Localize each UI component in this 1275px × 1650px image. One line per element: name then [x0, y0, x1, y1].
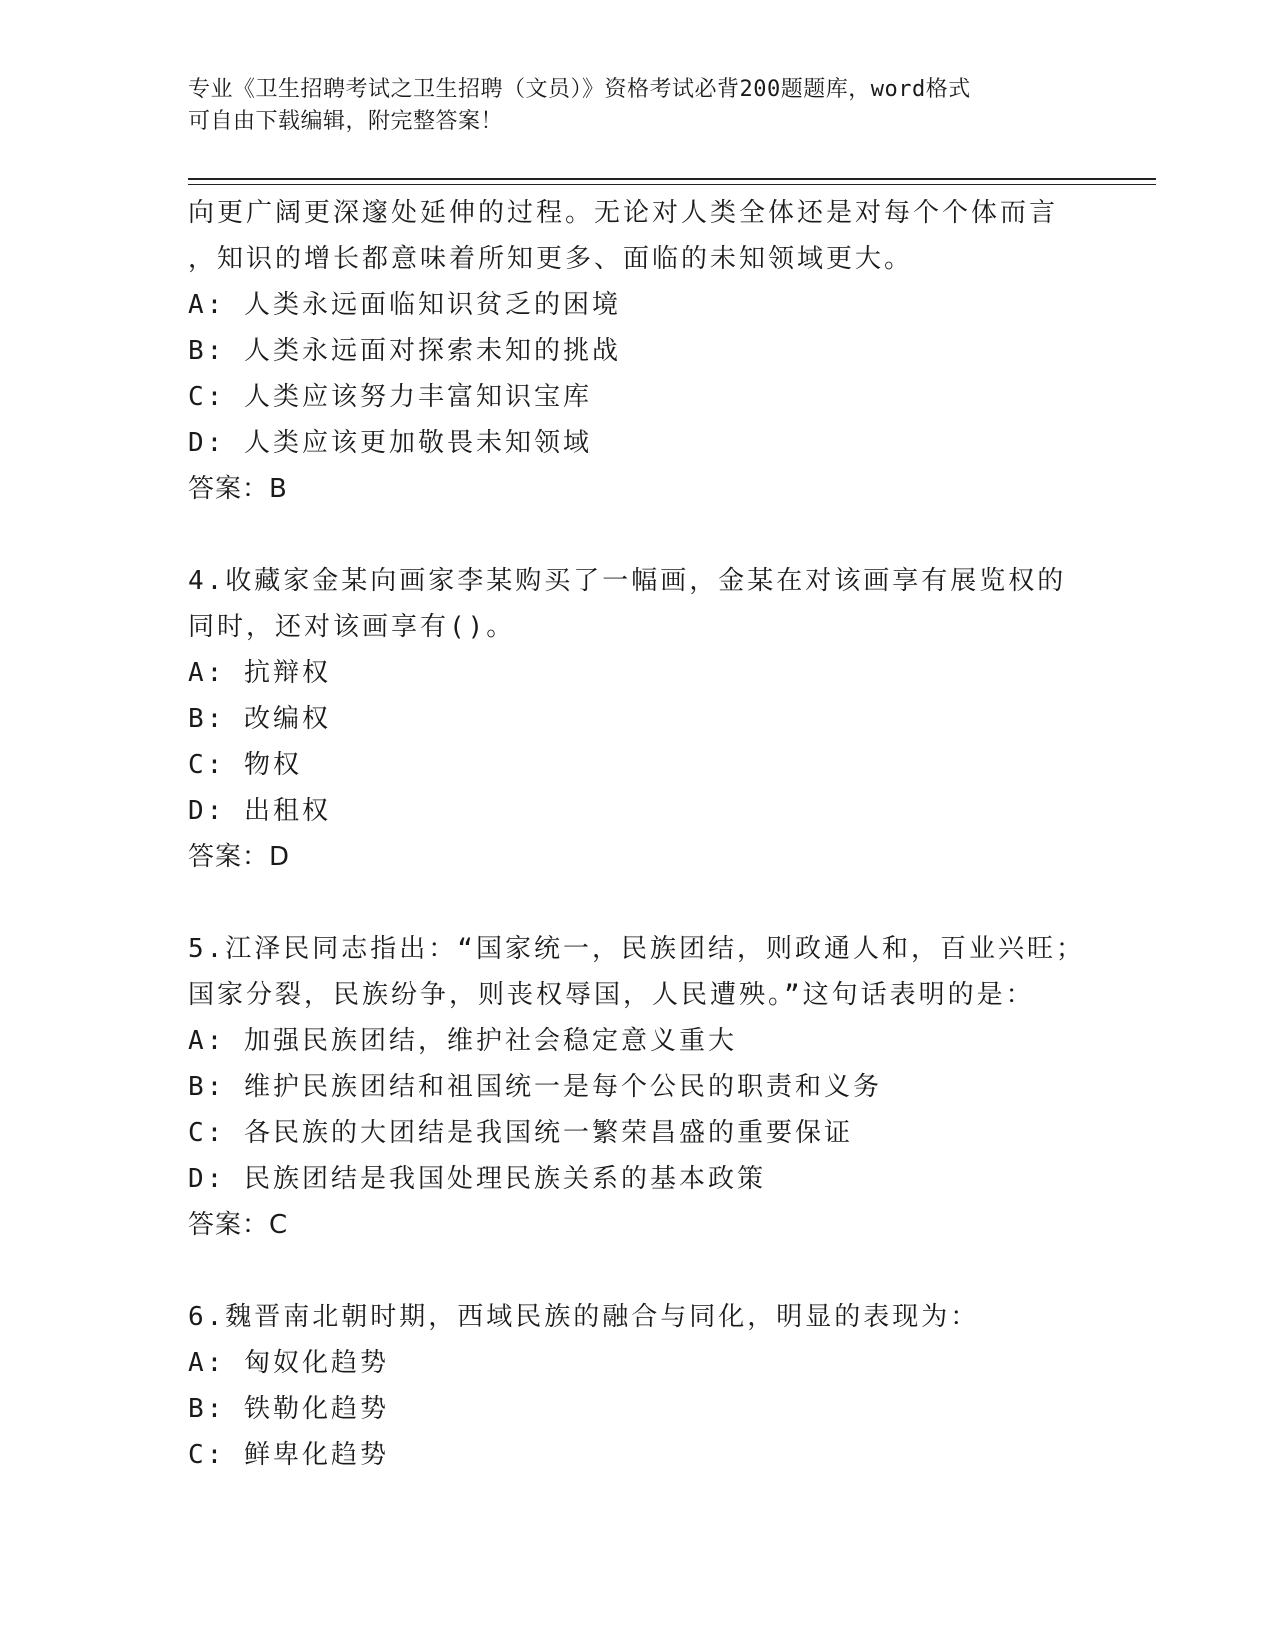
question-5	[188, 926, 1088, 1248]
question-6	[188, 1294, 1088, 1478]
answer-line: 答案：B	[188, 474, 288, 504]
option-a: A: 抗辩权	[188, 658, 331, 688]
header-title-line-2: 可自由下载编辑，附完整答案！	[188, 109, 504, 134]
question-3	[188, 190, 1088, 512]
header-divider-thick	[188, 178, 1156, 180]
answer-line: 答案：C	[188, 1210, 289, 1240]
spacer	[188, 1248, 1088, 1294]
spacer	[188, 880, 1088, 926]
option-b: B: 改编权	[188, 704, 331, 734]
question-list	[188, 190, 1088, 1478]
question-text: 6.魏晋南北朝时期，西域民族的融合与同化，明显的表现为：	[188, 1302, 980, 1332]
question-4	[188, 558, 1088, 880]
option-a: A: 人类永远面临知识贫乏的困境	[188, 290, 621, 320]
spacer	[188, 512, 1088, 558]
option-a: A: 匈奴化趋势	[188, 1348, 389, 1378]
header-divider-thin	[188, 184, 1156, 185]
option-c: C: 物权	[188, 750, 302, 780]
option-c: C: 人类应该努力丰富知识宝库	[188, 382, 592, 412]
option-d: D: 民族团结是我国处理民族关系的基本政策	[188, 1164, 766, 1194]
question-text: 4.收藏家金某向画家李某购买了一幅画，金某在对该画享有展览权的	[188, 566, 1067, 596]
option-c: C: 鲜卑化趋势	[188, 1440, 389, 1470]
question-text: 同时，还对该画享有()。	[188, 612, 516, 642]
question-text: 5.江泽民同志指出：“国家统一，民族团结，则政通人和，百业兴旺；	[188, 934, 1085, 964]
answer-line: 答案：D	[188, 842, 291, 872]
header-title-line-1: 专业《卫生招聘考试之卫生招聘（文员）》资格考试必背200题题库，word格式	[188, 77, 971, 102]
option-a: A: 加强民族团结，维护社会稳定意义重大	[188, 1026, 737, 1056]
document-header	[188, 74, 1088, 138]
option-d: D: 出租权	[188, 796, 331, 826]
question-text: 向更广阔更深邃处延伸的过程。无论对人类全体还是对每个个体而言	[188, 198, 1059, 228]
option-b: B: 铁勒化趋势	[188, 1394, 389, 1424]
question-text: ，知识的增长都意味着所知更多、面临的未知领域更大。	[188, 244, 914, 274]
option-d: D: 人类应该更加敬畏未知领域	[188, 428, 592, 458]
option-c: C: 各民族的大团结是我国统一繁荣昌盛的重要保证	[188, 1118, 853, 1148]
option-b: B: 人类永远面对探索未知的挑战	[188, 336, 621, 366]
option-b: B: 维护民族团结和祖国统一是每个公民的职责和义务	[188, 1072, 882, 1102]
question-text: 国家分裂，民族纷争，则丧权辱国，人民遭殃。”这句话表明的是：	[188, 980, 1035, 1010]
